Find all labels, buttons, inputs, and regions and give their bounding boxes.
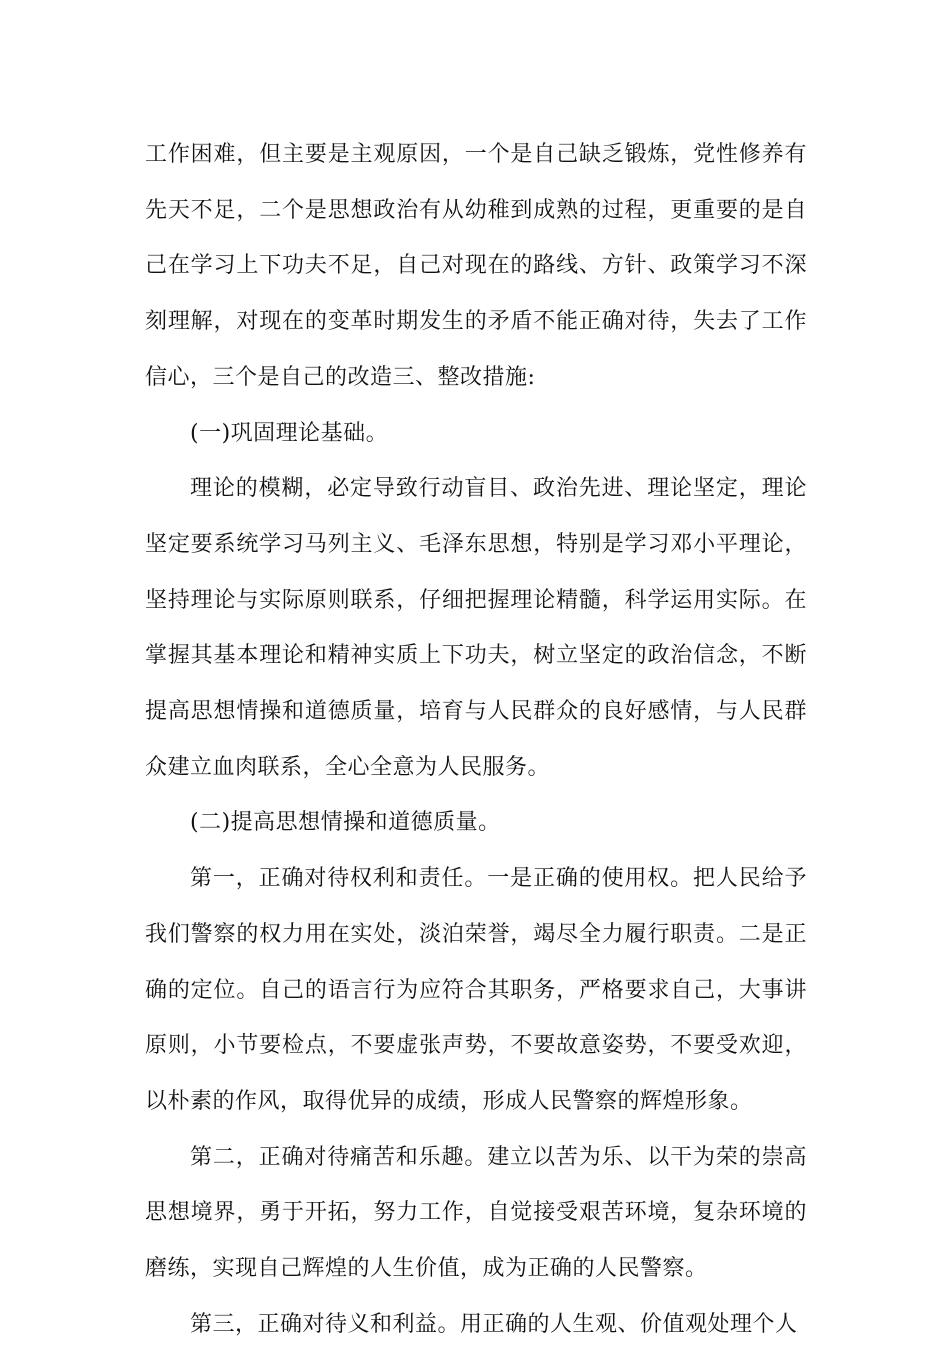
paragraph-third-interest: 第三，正确对待义和利益。用正确的人生观、价值观处理个人 [190, 1311, 798, 1337]
section-heading-improve-morals: (二)提高思想情操和道德质量。 [190, 810, 501, 836]
paragraph-second-hardship: 第二，正确对待痛苦和乐趣。建立以苦为乐、以干为荣的崇高思想境界，勇于开拓，努力工作，自觉接受艰苦环境，复杂环境的磨练，实现自己辉煌的人生价值，成为正确的人民警察。 [145, 1144, 807, 1282]
document-body [145, 127, 807, 1352]
paragraph-theory: 理论的模糊，必定导致行动盲目、政治先进、理论坚定，理论坚定要系统学习马列主义、毛泽东思想，特别是学习邓小平理论，坚持理论与实际原则联系，仔细把握理论精髓，科学运用实际。在掌握其基本理论和精神实质上下功夫，树立坚定的政治信念，不断提高思想情操和道德质量，培育与人民群众的良好感情，与人民群众建立血肉联系，全心全意为人民服务。 [145, 476, 807, 780]
section-heading-consolidate-theory: (一)巩固理论基础。 [190, 420, 389, 446]
paragraph-continuation: 工作困难，但主要是主观原因，一个是自己缺乏锻炼，党性修养有先天不足，二个是思想政治有从幼稚到成熟的过程，更重要的是自己在学习上下功夫不足，自己对现在的路线、方针、政策学习不深刻理解，对现在的变革时期发生的矛盾不能正确对待，失去了工作信心，三个是自己的改造三、整改措施: [145, 142, 807, 390]
paragraph-first-rights: 第一，正确对待权利和责任。一是正确的使用权。把人民给予我们警察的权力用在实处，淡泊荣誉，竭尽全力履行职责。二是正确的定位。自己的语言行为应符合其职务，严格要求自己，大事讲原则，小节要检点，不要虚张声势，不要故意姿势，不要受欢迎，以朴素的作风，取得优异的成绩，形成人民警察的辉煌形象。 [145, 866, 807, 1114]
